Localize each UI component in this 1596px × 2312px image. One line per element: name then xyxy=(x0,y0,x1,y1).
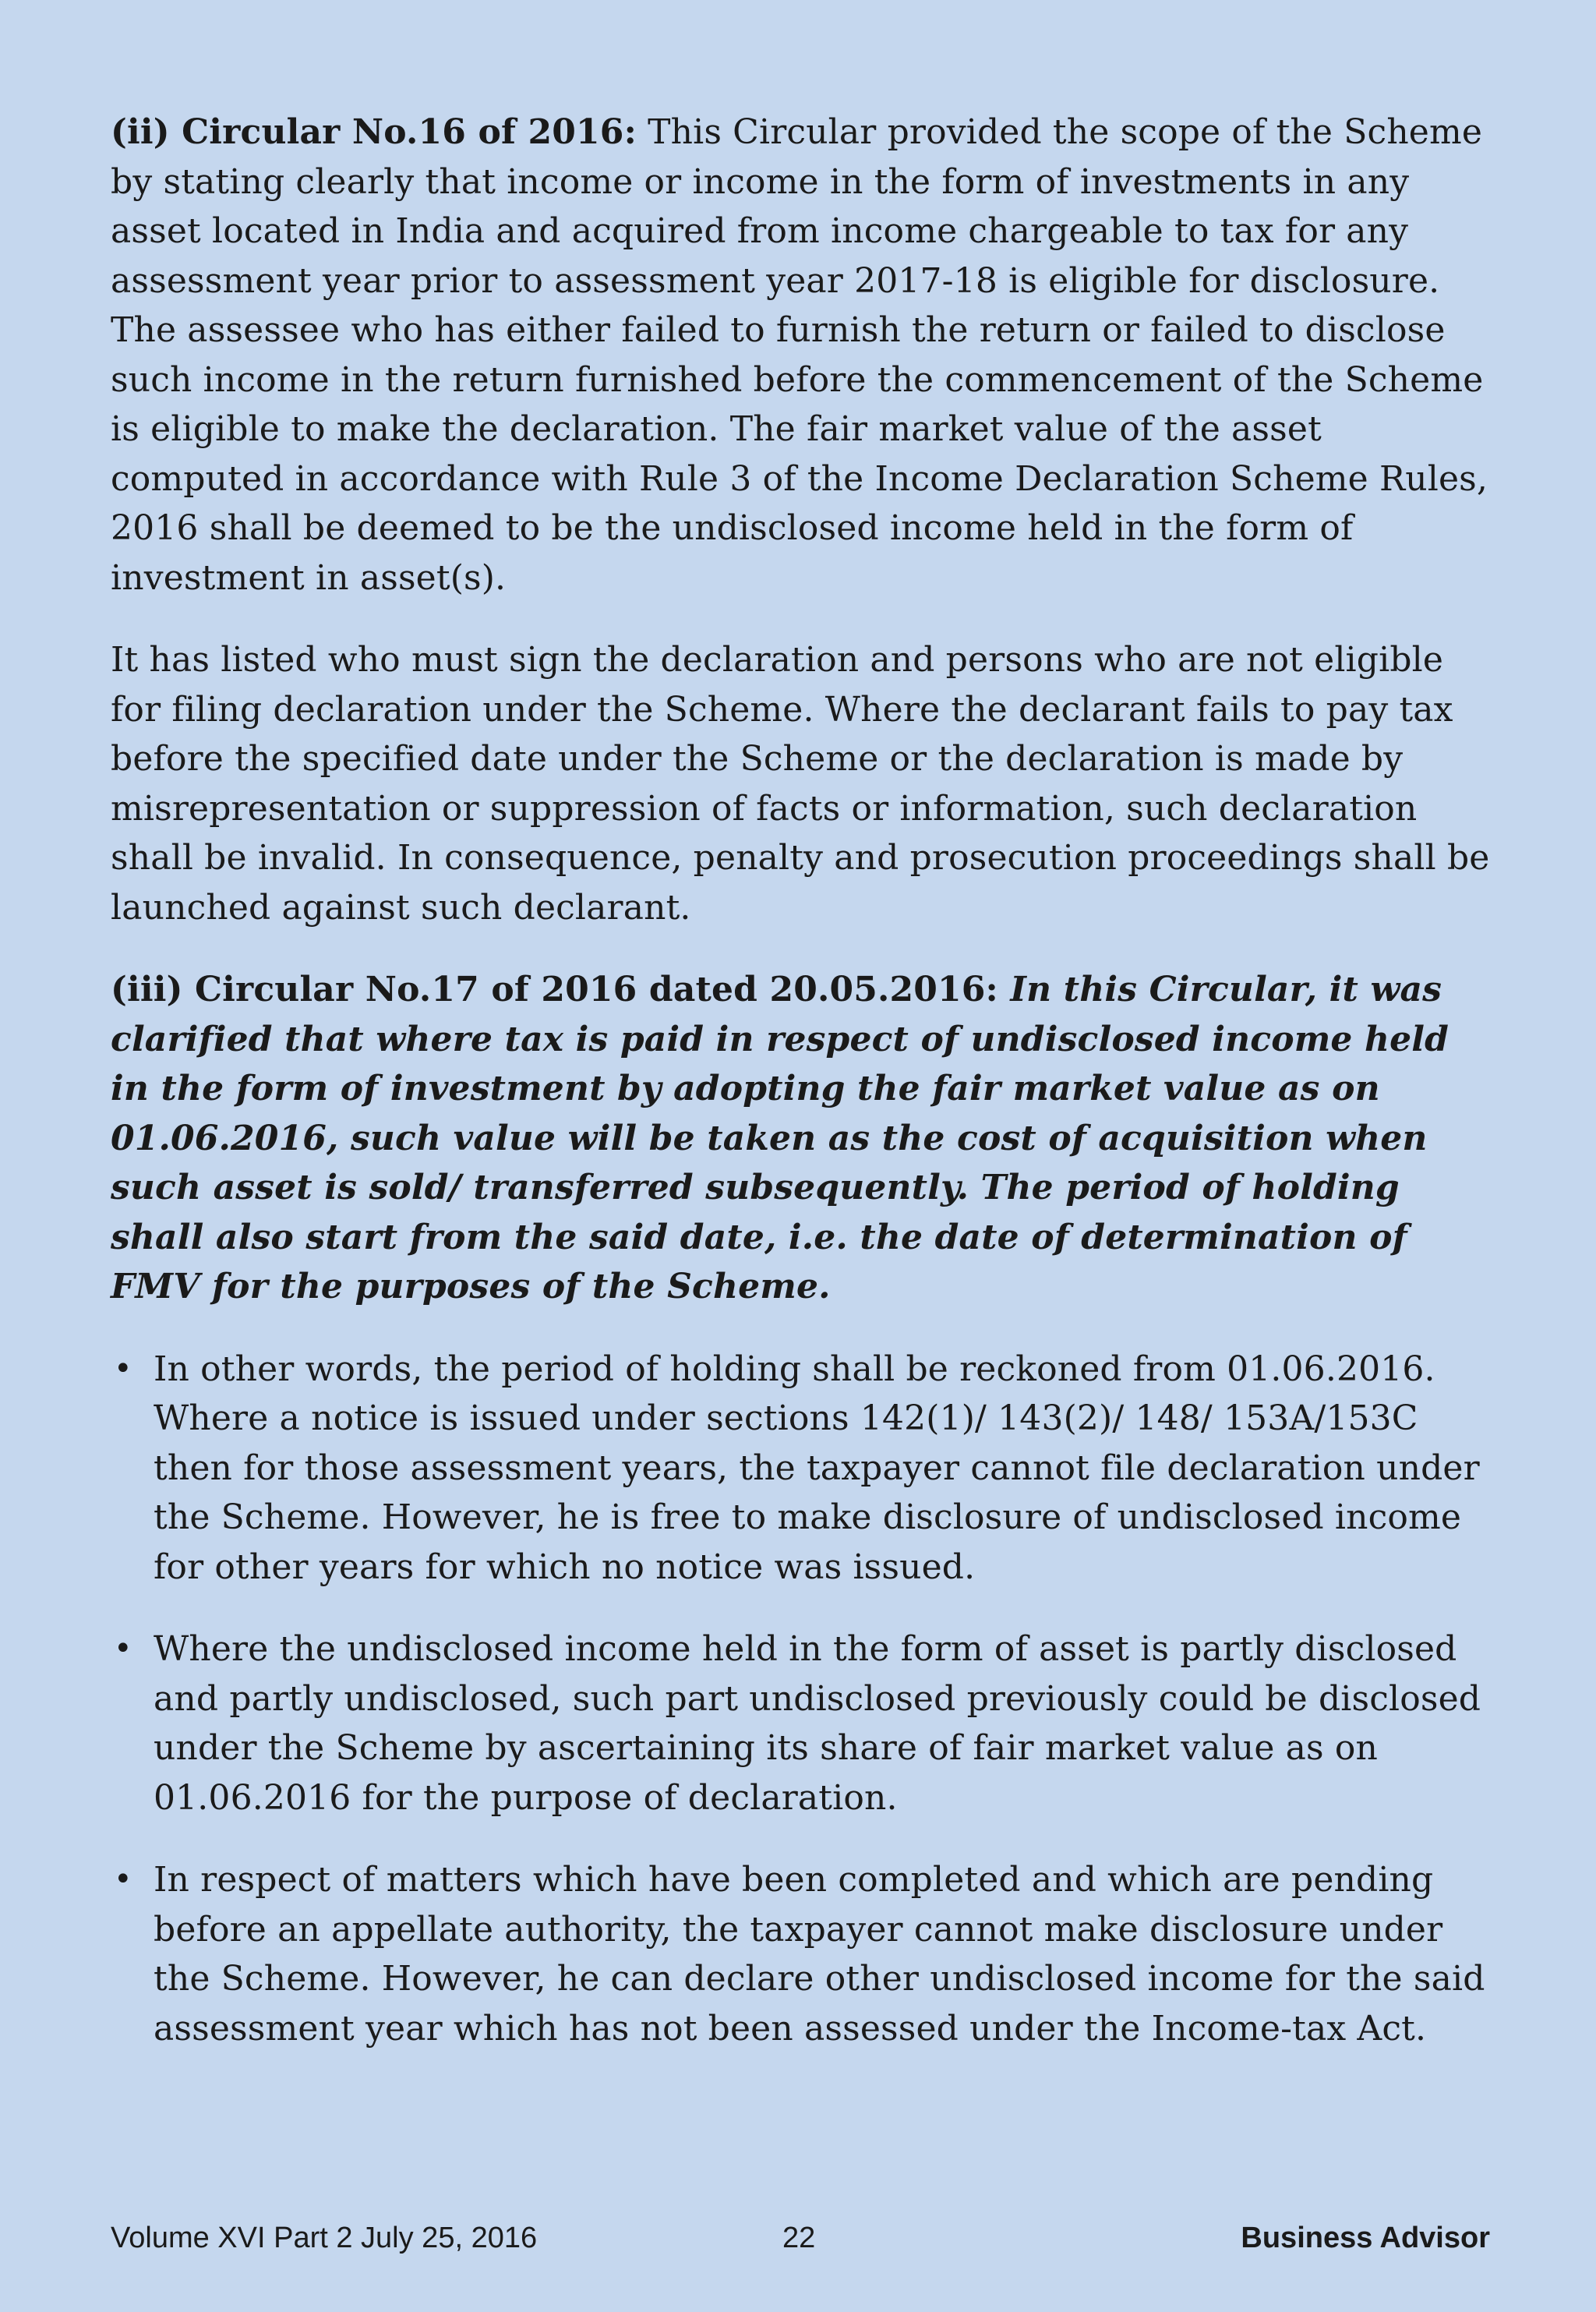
page-footer xyxy=(111,2222,1490,2261)
footer-volume: Volume XVI Part 2 July 25, 2016 xyxy=(111,2222,538,2254)
footer-page-number: 22 xyxy=(782,2222,816,2254)
list-item xyxy=(111,1624,1490,1822)
section-ii-text: This Circular provided the scope of the Scheme by stating clearly that income or income in the form of investments in any asset located in India and acquired from income chargeable to tax for any assessment year prior to assessment year 2017-18 is eligible for disclosure. The assessee who has either failed to furnish the return or failed to disclose such income in the return furnished before the commencement of the Scheme is eligible to make the declaration. The fair market value of the asset computed in accordance with Rule 3 of the Income Declaration Scheme Rules, 2016 shall be deemed to be the undisclosed income held in the form of investment in asset(s). xyxy=(111,112,1488,598)
section-ii-heading: (ii) Circular No.16 of 2016: xyxy=(111,112,637,152)
section-iii-heading: (iii) Circular No.17 of 2016 dated 20.05.2016: xyxy=(111,970,998,1009)
section-iii-text: In this Circular, it was clarified that where tax is paid in respect of undisclosed income held in the form of investment by adopting the fair market value as on 01.06.2016, such value will be taken as the cost of acquisition when such asset is sold/ transferred subsequently. The period of holding shall also start from the said date, i.e. the date of determination of FMV for the purposes of the Scheme. xyxy=(111,970,1449,1306)
bullet-icon: • xyxy=(114,1631,132,1667)
bullet-icon: • xyxy=(114,1350,132,1387)
list-item-text: Where the undisclosed income held in the form of asset is partly disclosed and partly undisclosed, such part undisclosed previously could be disclosed under the Scheme by ascertaining its share of fair market value as on 01.06.2016 for the purpose of declaration. xyxy=(154,1629,1481,1818)
section-iii-paragraph xyxy=(111,965,1490,1312)
bullet-icon: • xyxy=(114,1861,132,1897)
list-item-text: In respect of matters which have been completed and which are pending before an appellate authority, the taxpayer cannot make disclosure under the Scheme. However, he can declare other undisclosed income for the said assessment year which has not been assessed under the Income-tax Act. xyxy=(154,1860,1485,2049)
footer-publication: Business Advisor xyxy=(1241,2222,1490,2254)
document-body xyxy=(111,108,1490,2086)
list-item xyxy=(111,1855,1490,2053)
list-item xyxy=(111,1345,1490,1593)
section-ii-paragraph-2: It has listed who must sign the declaration and persons who are not eligible for filing declaration under the Scheme. Where the declarant fails to pay tax before the specified date under the Scheme or the declaration is made by misrepresentation or suppression of facts or information, such declaration shall be invalid. In consequence, penalty and prosecution proceedings shall be launched against such declarant. xyxy=(111,640,1490,928)
list-item-text: In other words, the period of holding shall be reckoned from 01.06.2016. Where a notice is issued under sections 142(1)/ 143(2)/ 148/ 153A/153C then for those assessment years, the taxpayer cannot file declaration under the Scheme. However, he is free to make disclosure of undisclosed income for other years for which no notice was issued. xyxy=(154,1349,1480,1587)
bullet-list xyxy=(111,1345,1490,2054)
section-ii-paragraph xyxy=(111,108,1490,603)
